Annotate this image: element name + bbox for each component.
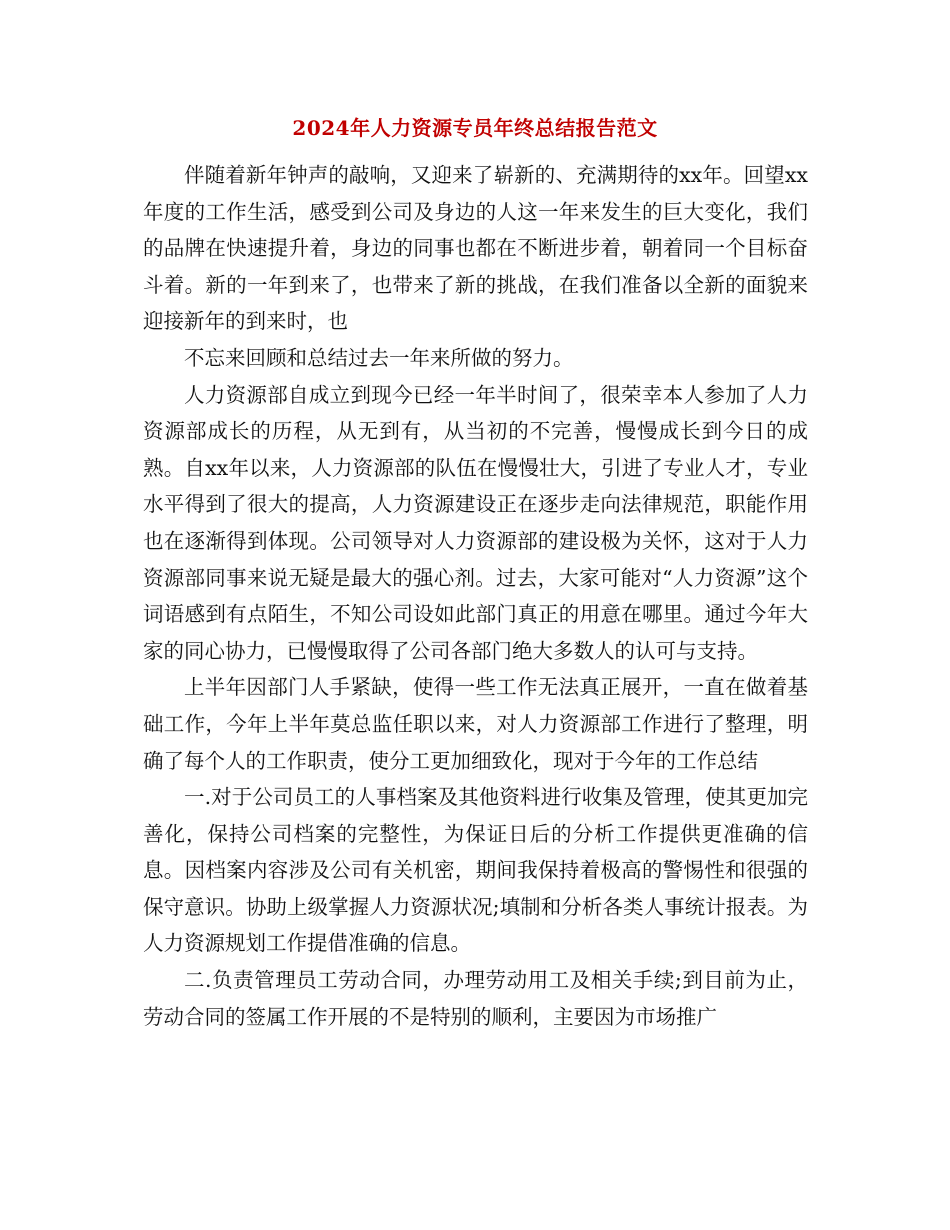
paragraph-item-one: 一.对于公司员工的人事档案及其他资料进行收集及管理，使其更加完善化，保持公司档案的完整性，为保证日后的分析工作提供更准确的信息。因档案内容涉及公司有关机密，期间我保持着极高的警惕性和很强的保守意识。协助上级掌握人力资源状况;填制和分析各类人事统计报表。为人力资源规划工作提借准确的信息。 xyxy=(143,785,808,956)
paragraph-department-history: 人力资源部自成立到现今已经一年半时间了，很荣幸本人参加了人力资源部成长的历程，从无到有，从当初的不完善，慢慢成长到今日的成熟。自xx年以来，人力资源部的队伍在慢慢壮大，引进了专业人才，专业水平得到了很大的提高，人力资源建设正在逐步走向法律规范，职能作用也在逐渐得到体现。公司领导对人力资源部的建设极为关怀，这对于人力资源部同事来说无疑是最大的强心剂。过去，大家可能对“人力资源”这个词语感到有点陌生，不知公司设如此部门真正的用意在哪里。通过今年大家的同心协力，已慢慢取得了公司各部门绝大多数人的认可与支持。 xyxy=(143,382,808,663)
paragraph-review: 不忘来回顾和总结过去一年来所做的努力。 xyxy=(184,345,574,370)
paragraph-item-two: 二.负责管理员工劳动合同，办理劳动用工及相关手续;到目前为止，劳动合同的签属工作开展的不是特别的顺利，主要因为市场推广 xyxy=(143,968,808,1029)
paragraph-intro: 伴随着新年钟声的敲响，又迎来了崭新的、充满期待的xx年。回望xx年度的工作生活，感受到公司及身边的人这一年来发生的巨大变化，我们的品牌在快速提升着，身边的同事也都在不断进步着，朝着同一个目标奋斗着。新的一年到来了，也带来了新的挑战，在我们准备以全新的面貌来迎接新年的到来时，也 xyxy=(143,163,808,334)
document-body xyxy=(143,157,808,1035)
paragraph-first-half: 上半年因部门人手紧缺，使得一些工作无法真正展开，一直在做着基础工作，今年上半年莫总监任职以来，对人力资源部工作进行了整理，明确了每个人的工作职责，使分工更加细致化，现对于今年的工作总结 xyxy=(143,675,808,773)
document-title: 2024年人力资源专员年终总结报告范文 xyxy=(292,116,658,140)
